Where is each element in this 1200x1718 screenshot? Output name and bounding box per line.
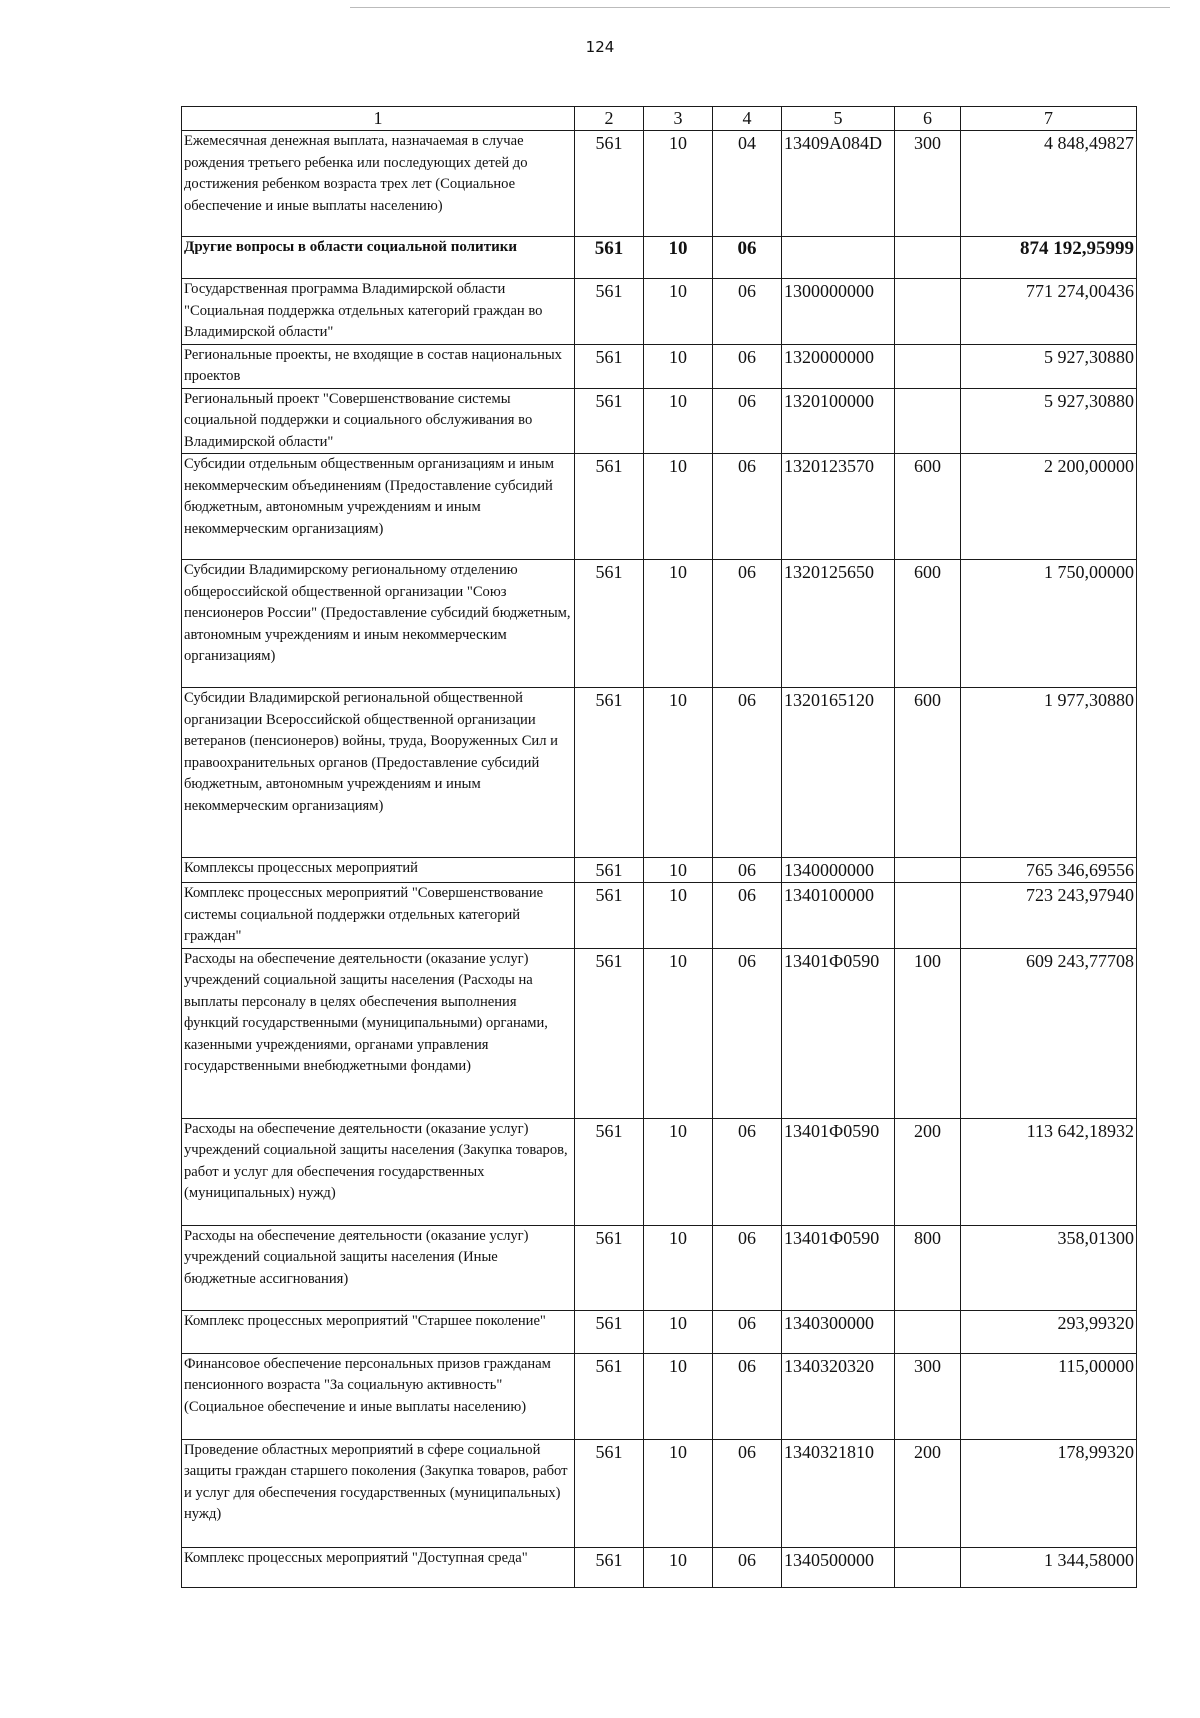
ministry-code-cell: 561 [575,279,644,345]
ministry-code-cell: 561 [575,883,644,949]
section-code-cell: 10 [644,1310,713,1353]
amount-cell: 1 344,58000 [961,1547,1137,1587]
amount-cell: 4 848,49827 [961,131,1137,237]
amount-cell: 771 274,00436 [961,279,1137,345]
expense-type-cell: 600 [895,454,961,560]
section-code-cell: 10 [644,279,713,345]
target-article-cell: 1320125650 [782,560,895,688]
target-article-cell: 13409А084D [782,131,895,237]
section-code-cell: 10 [644,1225,713,1310]
table-row [182,883,1137,949]
expense-type-cell [895,883,961,949]
target-article-cell: 1320123570 [782,454,895,560]
row-name-cell: Субсидии отдельным общественным организациям и иным некоммерческим объединениям (Предоставление субсидий бюджетным, автономным учреждениям и иным некоммерческим организациям) [182,454,575,560]
subsection-code-cell: 06 [713,1353,782,1439]
section-code-cell: 10 [644,388,713,454]
subsection-code-cell: 06 [713,454,782,560]
expense-type-cell: 200 [895,1118,961,1225]
ministry-code-cell: 561 [575,454,644,560]
row-name-cell: Комплекс процессных мероприятий "Совершенствование системы социальной поддержки отдельных категорий граждан" [182,883,575,949]
section-code-cell: 10 [644,688,713,858]
table-row [182,1118,1137,1225]
row-name-cell: Государственная программа Владимирской области "Социальная поддержка отдельных категорий граждан во Владимирской области" [182,279,575,345]
target-article-cell: 1340320320 [782,1353,895,1439]
section-code-cell: 10 [644,454,713,560]
ministry-code-cell: 561 [575,1118,644,1225]
ministry-code-cell: 561 [575,1353,644,1439]
table-row [182,1439,1137,1547]
row-name-cell: Субсидии Владимирской региональной общественной организации Всероссийской общественной организации ветеранов (пенсионеров) войны, труда, Вооруженных Сил и правоохранительных органов (Предоставление субсидий бюджетным, автономным учреждениям и иным некоммерческим организациям) [182,688,575,858]
expense-type-cell: 300 [895,131,961,237]
ministry-code-cell: 561 [575,1310,644,1353]
target-article-cell: 13401Ф0590 [782,1118,895,1225]
expense-type-cell [895,1547,961,1587]
row-name-cell: Комплексы процессных мероприятий [182,858,575,883]
amount-cell: 2 200,00000 [961,454,1137,560]
target-article-cell: 1340300000 [782,1310,895,1353]
section-code-cell: 10 [644,237,713,279]
subsection-code-cell: 06 [713,1118,782,1225]
section-code-cell: 10 [644,1439,713,1547]
target-article-cell: 1340000000 [782,858,895,883]
expense-type-cell: 600 [895,560,961,688]
table-row [182,454,1137,560]
subsection-code-cell: 06 [713,1310,782,1353]
target-article-cell: 1340100000 [782,883,895,949]
row-name-cell: Субсидии Владимирскому региональному отделению общероссийской общественной организации "Союз пенсионеров России" (Предоставление субсидий бюджетным, автономным учреждениям и иным некоммерческим организациям) [182,560,575,688]
amount-cell: 1 750,00000 [961,560,1137,688]
target-article-cell: 1300000000 [782,279,895,345]
row-name-cell: Комплекс процессных мероприятий "Старшее поколение" [182,1310,575,1353]
header-cell: 3 [644,107,713,131]
header-cell: 5 [782,107,895,131]
header-cell: 6 [895,107,961,131]
section-code-cell: 10 [644,883,713,949]
expense-type-cell: 200 [895,1439,961,1547]
target-article-cell: 1320000000 [782,344,895,388]
target-article-cell [782,237,895,279]
page-number: 124 [585,38,615,56]
row-name-cell: Расходы на обеспечение деятельности (оказание услуг) учреждений социальной защиты населения (Закупка товаров, работ и услуг для обеспечения государственных (муниципальных) нужд) [182,1118,575,1225]
expense-type-cell [895,279,961,345]
ministry-code-cell: 561 [575,237,644,279]
ministry-code-cell: 561 [575,948,644,1118]
amount-cell: 765 346,69556 [961,858,1137,883]
target-article-cell: 1340321810 [782,1439,895,1547]
expense-type-cell: 100 [895,948,961,1118]
target-article-cell: 13401Ф0590 [782,948,895,1118]
header-cell: 7 [961,107,1137,131]
ministry-code-cell: 561 [575,1439,644,1547]
table-row [182,688,1137,858]
amount-cell: 293,99320 [961,1310,1137,1353]
amount-cell: 5 927,30880 [961,388,1137,454]
table-row [182,1547,1137,1587]
table-row [182,948,1137,1118]
section-code-cell: 10 [644,1353,713,1439]
subsection-code-cell: 04 [713,131,782,237]
section-code-cell: 10 [644,560,713,688]
table-row [182,237,1137,279]
section-code-cell: 10 [644,1547,713,1587]
subsection-code-cell: 06 [713,388,782,454]
expense-type-cell: 300 [895,1353,961,1439]
target-article-cell: 13401Ф0590 [782,1225,895,1310]
subsection-code-cell: 06 [713,948,782,1118]
target-article-cell: 1320165120 [782,688,895,858]
table-row [182,388,1137,454]
amount-cell: 113 642,18932 [961,1118,1137,1225]
subsection-code-cell: 06 [713,560,782,688]
amount-cell: 115,00000 [961,1353,1137,1439]
table-row [182,131,1137,237]
section-code-cell: 10 [644,344,713,388]
subsection-code-cell: 06 [713,1547,782,1587]
subsection-code-cell: 06 [713,344,782,388]
ministry-code-cell: 561 [575,858,644,883]
ministry-code-cell: 561 [575,1547,644,1587]
table-row [182,858,1137,883]
table-row [182,560,1137,688]
amount-cell: 723 243,97940 [961,883,1137,949]
expense-type-cell: 800 [895,1225,961,1310]
subsection-code-cell: 06 [713,1439,782,1547]
ministry-code-cell: 561 [575,388,644,454]
budget-table [181,106,1137,1588]
expense-type-cell [895,237,961,279]
expense-type-cell [895,1310,961,1353]
row-name-cell: Комплекс процессных мероприятий "Доступная среда" [182,1547,575,1587]
subsection-code-cell: 06 [713,858,782,883]
row-name-cell: Ежемесячная денежная выплата, назначаемая в случае рождения третьего ребенка или последующих детей до достижения ребенком возраста трех лет (Социальное обеспечение и иные выплаты населению) [182,131,575,237]
table-row [182,1225,1137,1310]
ministry-code-cell: 561 [575,344,644,388]
section-code-cell: 10 [644,858,713,883]
ministry-code-cell: 561 [575,1225,644,1310]
subsection-code-cell: 06 [713,279,782,345]
table-row [182,1353,1137,1439]
top-scan-rule [350,7,1170,8]
amount-cell: 874 192,95999 [961,237,1137,279]
table-row [182,1310,1137,1353]
amount-cell: 5 927,30880 [961,344,1137,388]
target-article-cell: 1320100000 [782,388,895,454]
header-cell: 1 [182,107,575,131]
subsection-code-cell: 06 [713,883,782,949]
ministry-code-cell: 561 [575,131,644,237]
expense-type-cell [895,344,961,388]
amount-cell: 1 977,30880 [961,688,1137,858]
table-row [182,279,1137,345]
table-row [182,344,1137,388]
expense-type-cell: 600 [895,688,961,858]
ministry-code-cell: 561 [575,560,644,688]
header-cell: 2 [575,107,644,131]
amount-cell: 358,01300 [961,1225,1137,1310]
budget-table-body [182,107,1137,1588]
section-code-cell: 10 [644,131,713,237]
expense-type-cell [895,388,961,454]
section-code-cell: 10 [644,948,713,1118]
header-row [182,107,1137,131]
expense-type-cell [895,858,961,883]
section-code-cell: 10 [644,1118,713,1225]
subsection-code-cell: 06 [713,1225,782,1310]
row-name-cell: Расходы на обеспечение деятельности (оказание услуг) учреждений социальной защиты населения (Расходы на выплаты персоналу в целях обеспечения выполнения функций государственными (муниципальными) органами, казенными учреждениями, органами управления государственными внебюджетными фондами) [182,948,575,1118]
row-name-cell: Проведение областных мероприятий в сфере социальной защиты граждан старшего поколения (Закупка товаров, работ и услуг для обеспечения государственных (муниципальных) нужд) [182,1439,575,1547]
ministry-code-cell: 561 [575,688,644,858]
row-name-cell: Расходы на обеспечение деятельности (оказание услуг) учреждений социальной защиты населения (Иные бюджетные ассигнования) [182,1225,575,1310]
header-cell: 4 [713,107,782,131]
subsection-code-cell: 06 [713,237,782,279]
row-name-cell: Финансовое обеспечение персональных призов гражданам пенсионного возраста "За социальную активность" (Социальное обеспечение и иные выплаты населению) [182,1353,575,1439]
amount-cell: 178,99320 [961,1439,1137,1547]
row-name-cell: Другие вопросы в области социальной политики [182,237,575,279]
amount-cell: 609 243,77708 [961,948,1137,1118]
target-article-cell: 1340500000 [782,1547,895,1587]
row-name-cell: Региональный проект "Совершенствование системы социальной поддержки и социального обслуживания во Владимирской области" [182,388,575,454]
row-name-cell: Региональные проекты, не входящие в состав национальных проектов [182,344,575,388]
subsection-code-cell: 06 [713,688,782,858]
